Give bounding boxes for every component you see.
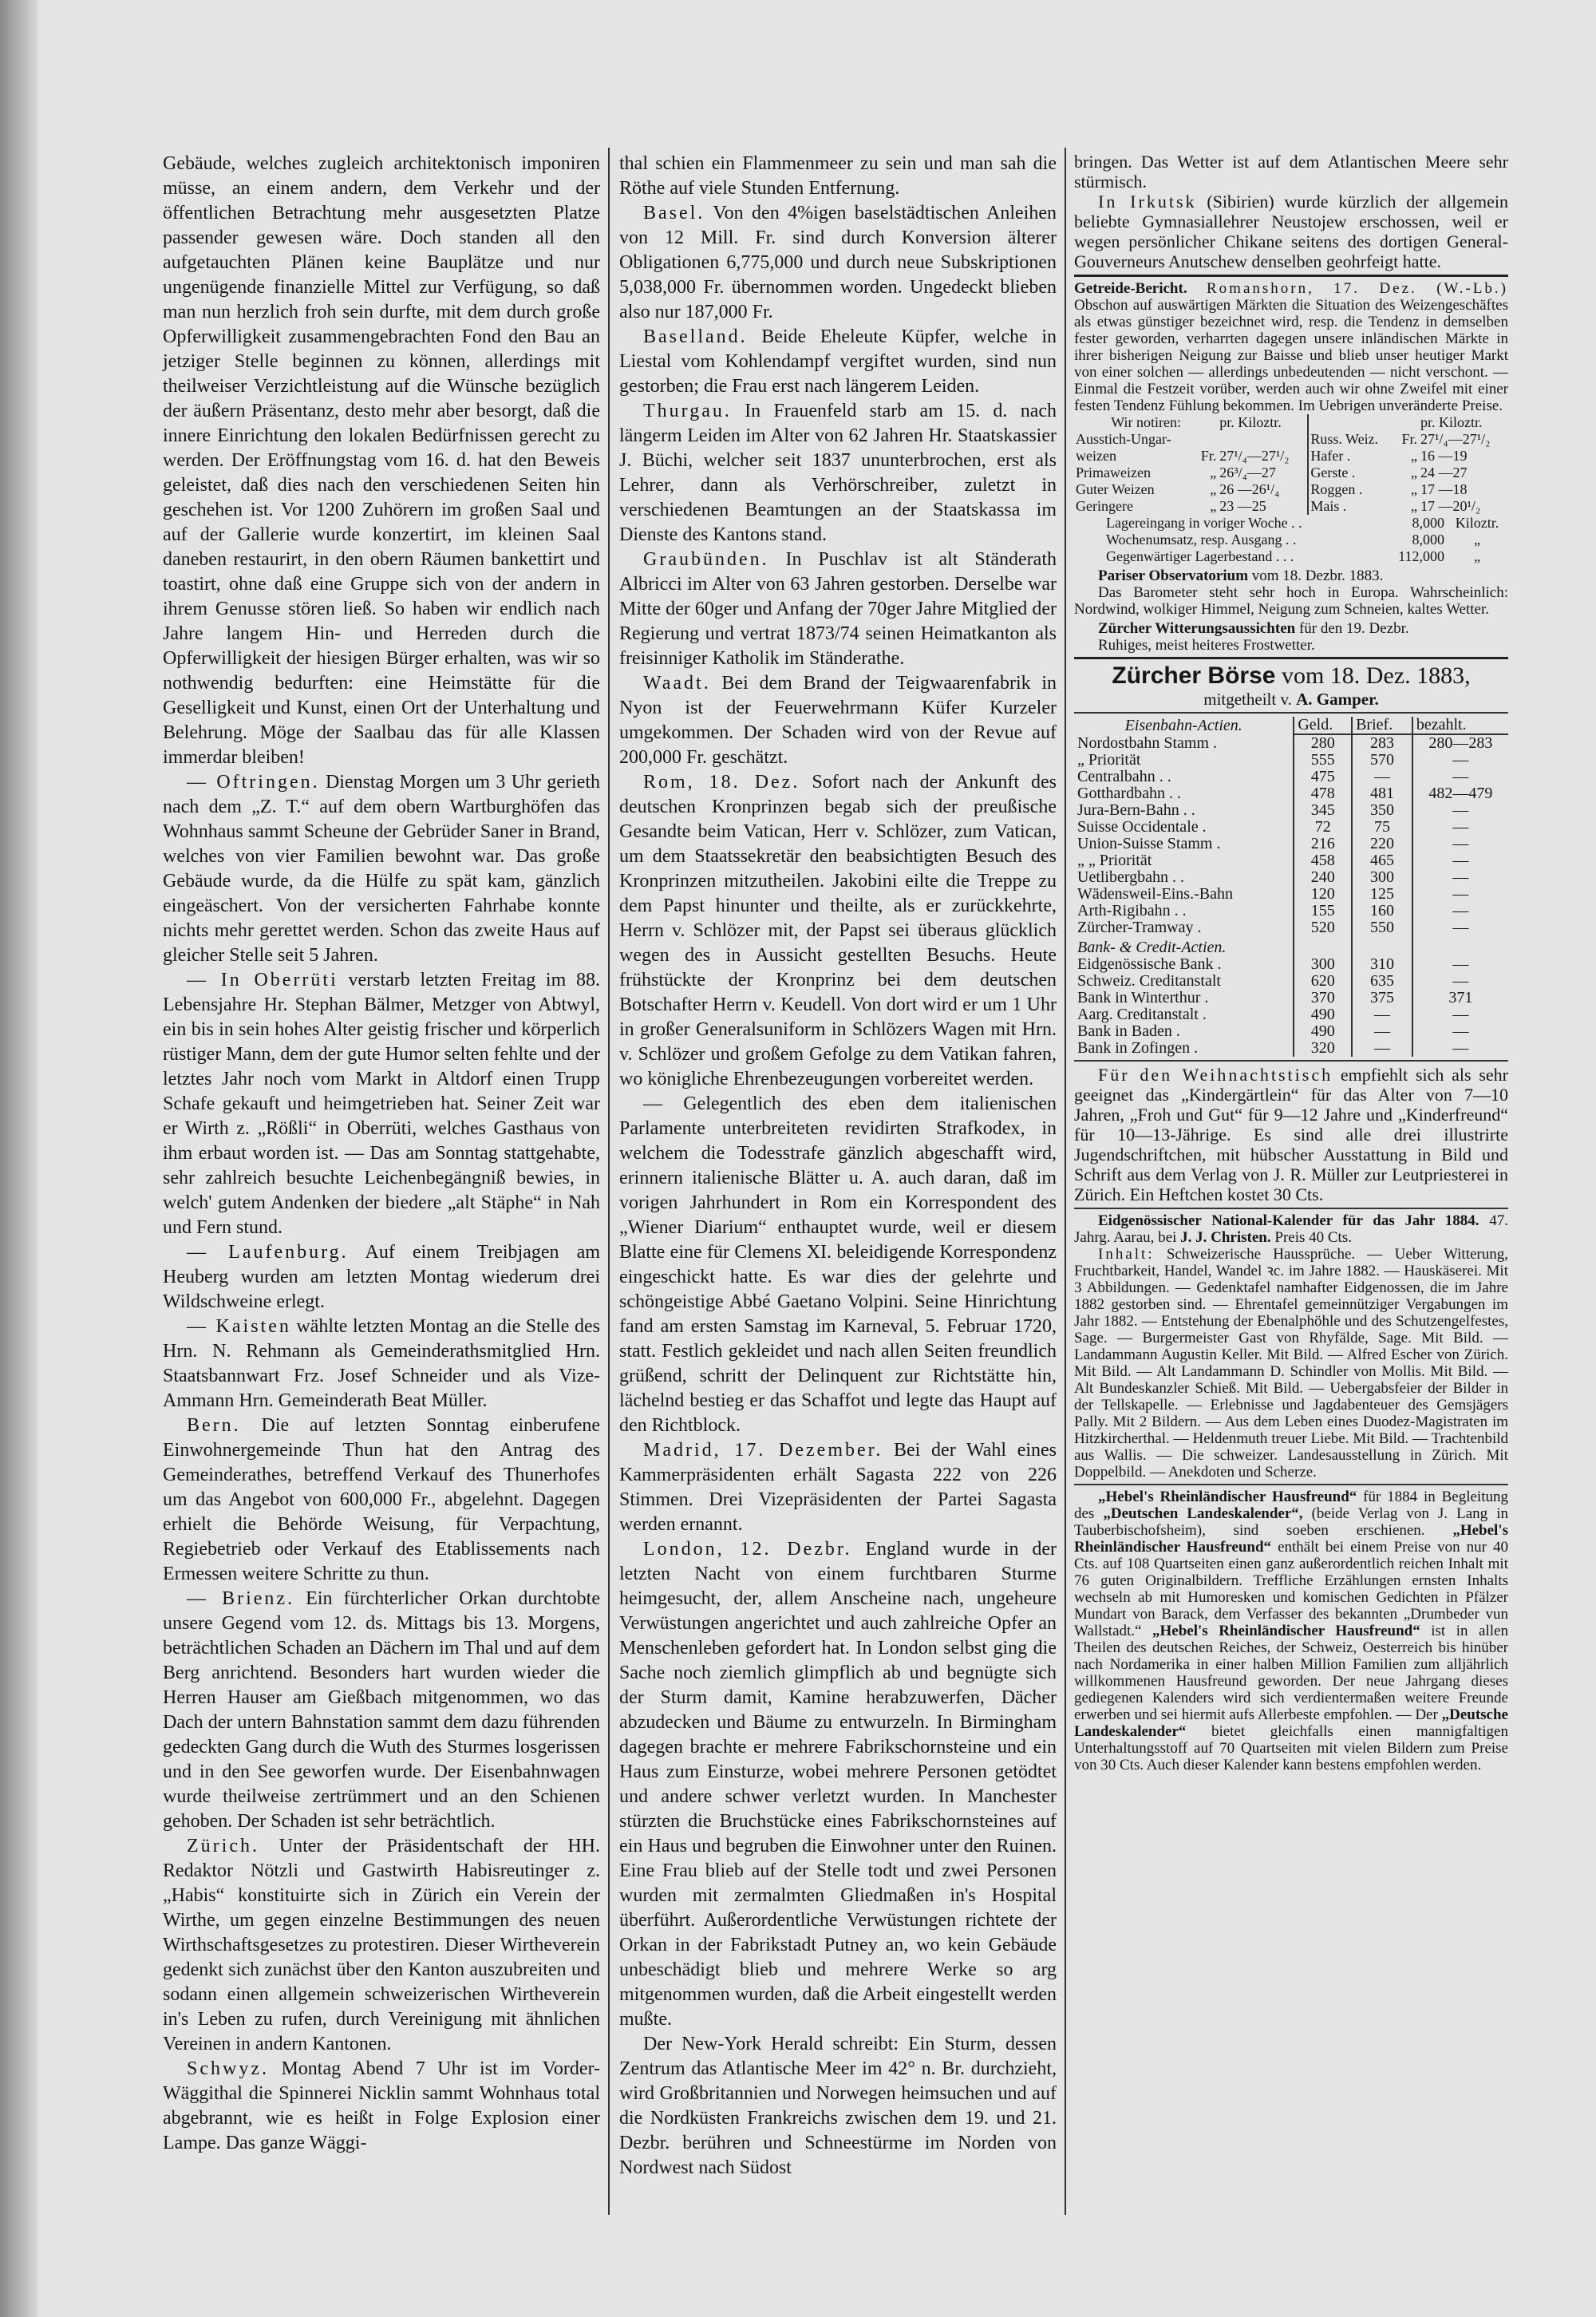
column-header: Eisenbahn-Actien.: [1124, 716, 1242, 734]
boerse-cell: 490: [1294, 1023, 1352, 1040]
boerse-cell: —: [1352, 1023, 1412, 1040]
text-run: Pariser Observatorium: [1098, 567, 1249, 584]
column-2: [619, 152, 1057, 2181]
boerse-cell: 620: [1294, 973, 1352, 990]
grain-row: [1074, 481, 1508, 498]
grain-cell: Fr.: [1200, 448, 1217, 464]
boerse-cell: 240: [1294, 869, 1352, 886]
boerse-cell: —: [1412, 973, 1508, 990]
grain-cell: „: [1411, 448, 1418, 464]
text-run: „Hebel's Rheinländischer Hausfreund“: [1098, 1489, 1357, 1505]
article-text: Auf einem Treibjagen am Heuberg wurden am letzten Montag wiederum drei Wildschweine erlegt.: [163, 1242, 600, 1312]
boerse-cell: 283: [1352, 734, 1412, 752]
divider: [1074, 275, 1508, 277]
grain-cell: weizen: [1076, 448, 1116, 464]
article-text: Bei dem Brand der Teigwaarenfabrik in Nyon ist der Feuerwehrmann Küfer Kurzeler umgekommen. Der Schaden wird von der Revue auf 200,000 Fr. geschätzt.: [619, 673, 1057, 768]
boerse-cell: 160: [1352, 903, 1412, 919]
article-text: Gebäude, welches zugleich architektonisch imponiren müsse, an einem andern, dem Verkehr und der öffentlichen Betrachtung mehr ausgesetzten Platze passender gewesen wäre. Doch standen all den aufgetauchten Plänen keine Bauplätze und nur ungenügende finanzielle Mittel zur Verfügung, so daß man nun herzlich froh sein durfte, mit dem durch große Opferwilligkeit zusammengebrachten Fond den Bau an jetziger Stelle beginnen zu können, allerdings mit theilweiser Verzichtleistung auf die Wünsche bezüglich der äußern Präsentanz, desto mehr aber besorgt, daß die innere Einrichtung den lokalen Bedürfnissen gerecht zu werden. Der Eröffnungstag vom 16. d. hat den Beweis geleistet, daß dies nach den verschiedenen Seiten hin geschehen ist. Vor 1200 Zuhörern im großen Saal und auf der Gallerie wurde konzertirt, im kleinen Saal daneben restaurirt, in den obern Räumen bankettirt und toastirt, ohne daß eine Gruppe sich von der andern in ihrem Genusse stören ließ. So haben wir endlich nach Jahre langem Hin- und Herreden durch die Opferwilligkeit der hiesigen Bürger erhalten, was wir so nothwendig bedurften: eine Heimstätte für die Geselligkeit und Kunst, einen Ort der Unterhaltung und Belehrung. Möge der Saalbau das für alle Klassen immerdar bleiben!: [163, 153, 600, 768]
article-paragraph: [163, 1315, 600, 1414]
article-dateline: Schwyz.: [187, 2058, 269, 2079]
article-text: England wurde in der letzten Nacht von einem furchtbaren Sturme heimgesucht, der, allem Anscheine nach, ungeheure Verwüstungen angerichtet und auch zahlreiche Opfer an Menschenleben gefordert hat. In London selbst ging die Sache noch ziemlich glimpflich ab und begnügte sich der Sturm damit, Kamine herabzuwerfen, Dächer abzudecken und Bäume zu entwurzeln. In Birmingham dagegen brachte er mehrere Fabrikschornsteine und ein Haus zum Einsturze, wobei mehrere Personen getödtet und andere schwer verletzt wurden. In Manchester stürzten die Bruchstücke eines Fabrikschornsteines auf ein Haus und begruben die Einwohner unter den Ruinen. Eine Frau blieb auf der Stelle todt und zwei Personen wurden mit zermalmten Gliedmaßen in's Hospital überführt. Außerordentliche Verwüstungen richtete der Orkan in der Fabrikstadt Putney an, wo kein Gebäude unbeschädigt blieb und mehrere Werke so arg mitgenommen wurden, daß die Arbeit eingestellt werden mußte.: [619, 1539, 1057, 2030]
text-run: Ruhiges, meist heiteres Frostwetter.: [1098, 637, 1315, 654]
irkutsk-article: [1074, 192, 1508, 271]
grain-cell: Hafer .: [1308, 448, 1396, 465]
stock-row: [1074, 532, 1508, 548]
boerse-cell: 280—283: [1412, 734, 1508, 752]
article-dateline: — Brienz.: [187, 1588, 295, 1609]
boerse-row: [1074, 1023, 1508, 1040]
text-run: (beide Verlag von J. Lang in Tauberbischofsheim), sind soeben erschienen.: [1074, 1505, 1508, 1539]
divider: [1074, 1060, 1508, 1062]
grain-stock-table: [1074, 515, 1508, 565]
boerse-cell: Schweiz. Creditanstalt: [1077, 972, 1221, 990]
weather-continuation: bringen. Das Wetter ist auf dem Atlantischen Meere sehr stürmisch.: [1074, 152, 1508, 192]
boerse-cell: 490: [1294, 1006, 1352, 1023]
boerse-section-row: [1074, 936, 1508, 956]
article-paragraph: [619, 671, 1057, 770]
boerse-cell: —: [1412, 836, 1508, 852]
text-run: Kiloztr.: [1455, 515, 1499, 531]
boerse-cell: Jura-Bern-Bahn . .: [1077, 801, 1195, 819]
grain-cell: Geringere: [1076, 498, 1133, 514]
text-run: 8,000: [1412, 532, 1444, 548]
boerse-cell: 310: [1352, 956, 1412, 973]
boerse-row: [1074, 919, 1508, 936]
article-paragraph: [619, 2032, 1057, 2181]
article-text: Dienstag Morgen um 3 Uhr gerieth nach dem „Z. T.“ auf dem obern Wartburghöfen das Wohnhaus sammt Scheune der Gebrüder Saner in Brand, welches von vier Familien bewohnt war. Das große Gebäude wurde, da die Hülfe zu spät kam, gänzlich eingeäschert. Von der versicherten Fahrhabe konnte nichts mehr gerettet werden. Schon das zweite Haus auf gleicher Stelle seit 5 Jahren.: [163, 772, 600, 966]
article-paragraph: [619, 399, 1057, 548]
paris-observatory: [1074, 567, 1508, 654]
boerse-table: [1074, 717, 1508, 1057]
text-run: Preis 40 Cts.: [1270, 1229, 1352, 1246]
article-paragraph: [163, 1587, 600, 1834]
christmas-notice: [1074, 1065, 1508, 1204]
grain-report: [1074, 280, 1508, 565]
boerse-row: [1074, 886, 1508, 903]
text-run: (Sibirien) wurde kürzlich der allgemein beliebte Gymnasiallehrer Neustojew erschossen, weil er wegen persönlicher Chikane seitens des dortigen General-Gouverneurs Anutschew denselben geohrfeigt hatte.: [1074, 192, 1508, 271]
boerse-cell: Zürcher-Tramway .: [1077, 919, 1202, 936]
boerse-cell: Gotthardbahn . .: [1077, 785, 1181, 802]
column-header: Geld.: [1294, 717, 1352, 734]
column-header: Brief.: [1352, 717, 1412, 734]
boerse-cell: 320: [1294, 1040, 1352, 1057]
boerse-cell: —: [1412, 1006, 1508, 1023]
boerse-cell: —: [1412, 869, 1508, 886]
article-dateline: — Laufenburg.: [187, 1242, 349, 1263]
stock-row: [1074, 548, 1508, 565]
article-text: thal schien ein Flammenmeer zu sein und man sah die Röthe auf viele Stunden Entfernung.: [619, 153, 1057, 199]
boerse-row: [1074, 1006, 1508, 1023]
grain-cell: „: [1210, 498, 1217, 514]
grain-cell: Gerste .: [1308, 465, 1396, 481]
article-paragraph: [163, 1834, 600, 2057]
stock-row: [1074, 515, 1508, 532]
article-text: — Gelegentlich des eben dem italienischen Parlamente unterbreiteten revidirten Strafkodex, in welchem die Todesstrafe gänzlich abgeschafft wird, erinnern italienische Blätter u. A. auch daran, daß im vorigen Jahrhundert in Rom ein Korrespondent des „Wiener Diarium“ enthauptet wurde, weil er diesem Blatte eine für Clemens XI. beleidigende Korrespondenz eingeschickt hatte. Es war dies der gelehrte und schöngeistige Abbé Gaetano Volpini. Seine Hinrichtung fand am ersten Samstag im Karneval, 5. Februar 1720, statt. Festlich gekleidet und nach allen Seiten freundlich grüßend, schritt der Delinquent zur Richtstätte hin, lächelnd bestieg er das Schaffot und legte das Haupt auf den Richtblock.: [619, 1093, 1057, 1436]
boerse-row: [1074, 990, 1508, 1006]
text-run: Obschon auf auswärtigen Märkten die Situation des Weizengeschäftes als etwas günstiger bezeichnet wird, resp. die Tendenz in demselben fester geworden, verharrten dagegen unsere inländischen Märkte in ihrer bisherigen Neigung zur Baisse und blieb unser heutiger Markt von einer solchen — allerdings unbedeutenden — nicht verschont. — Einmal die Festzeit vorüber, werden auch wir ohne Zweifel mit einer festen Tendenz Fühlung bekommen. Im Uebrigen unveränderte Preise.: [1074, 297, 1508, 414]
grain-cell: 17 —18: [1420, 481, 1468, 497]
boerse-cell: —: [1412, 852, 1508, 869]
grain-cell: „: [1411, 465, 1418, 480]
grain-price-table: [1074, 414, 1508, 515]
text-run: „: [1473, 548, 1480, 564]
article-dateline: Baselland.: [643, 326, 748, 347]
boerse-cell: 458: [1294, 852, 1352, 869]
boerse-cell: 570: [1352, 752, 1412, 769]
text-run: enthält bei einem Preise von nur 40 Cts. auf 108 Quartseiten einen ganz außerordentlich reichen Inhalt mit 76 guten Originalbildern. Treffliche Erzählungen ernsten Inhalts wechseln ab mit Humoresken und komischen Gedichten in Pfälzer Mundart von Barack, dem Verfasser des bekannten „Drumbeder vun Wallstadt.“: [1074, 1539, 1508, 1639]
boerse-header-row: [1074, 717, 1508, 734]
boerse-cell: 350: [1352, 802, 1412, 819]
boerse-row: [1074, 1040, 1508, 1057]
article-text: Montag Abend 7 Uhr ist im Vorder-Wäggithal die Spinnerei Nicklin sammt Wohnhaus total abgebrannt, wie es heißt in Folge Explosion einer Lampe. Das ganze Wäggi-: [163, 2058, 600, 2153]
boerse-cell: Centralbahn . .: [1077, 768, 1171, 785]
article-text: verstarb letzten Freitag im 88. Lebensjahre Hr. Stephan Bälmer, Metzger von Abtwyl, ein bis in sein hohes Alter geistig frischer und körperlich rüstiger Mann, dem der gute Humor selten fehlte und der letztes Jahr noch vom Markt in Altdorf einen Trupp Schafe gekauft und heimgetrieben hat. Seiner Zeit war er Wirth z. „Rößli“ in Oberrüti, welches Gasthaus von ihm erbaut worden ist. — Das am Sonntag stattgehabte, sehr zahlreich besuchte Leichenbegängniß bewies, in welch' gutem Andenken der biedere „alt Stäphe“ in Nah und Fern stund.: [163, 970, 601, 1238]
boerse-cell: 72: [1294, 819, 1352, 836]
article-paragraph: [619, 325, 1057, 399]
text-run: Für den Weihnachtstisch: [1098, 1065, 1333, 1085]
grain-cell: 27¹/₄—27¹/₂: [1420, 431, 1491, 447]
text-run: Zürcher Witterungsaussichten: [1098, 620, 1296, 637]
text-run: für 1884 in Begleitung des: [1074, 1489, 1508, 1522]
boerse-cell: Bank in Baden .: [1077, 1022, 1180, 1040]
boerse-cell: 465: [1352, 852, 1412, 869]
article-text: Unter der Präsidentschaft der HH. Redaktor Nötzli und Gastwirth Habisreutinger z. „Habis“ konstituirte sich in Zürich ein Verein der Wirthe, um gegen einzelne Bestimmungen des neuen Wirthschaftsgesetzes zu protestiren. Dieser Wirtheverein gedenkt sich zunächst über den Kanton auszubreiten und sodann einen allgemein schweizerischen Wirtheverein in's Leben zu rufen, durch Vereinigung mit ähnlichen Vereinen in andern Kantonen.: [163, 1836, 600, 2054]
article-text: In Frauenfeld starb am 15. d. nach längerm Leiden im Alter von 62 Jahren Hr. Staatskassier J. Büchi, welcher seit 1837 ununterbrochen, erst als Lehrer, dann als Verhörschreiber, zuletzt in verschiedenen Beamtungen an der Staatskassa im Dienste des Kantons stand.: [619, 401, 1057, 545]
article-dateline: — Kaisten: [187, 1316, 291, 1337]
text-run: Zürcher Börse: [1112, 662, 1276, 689]
article-text: wählte letzten Montag an die Stelle des Hrn. N. Rehmann als Gemeinderathsmitglied Hrn. Staatsbannwart Frz. Josef Schneider und als Vize-Ammann Hrn. Gemeinderath Beat Müller.: [163, 1316, 600, 1411]
article-text: Ein fürchterlicher Orkan durchtobte unsere Gegend vom 12. ds. Mittags bis 13. Morgens, beträchtlichen Schaden an Dächern im Thal und auf dem Berg anrichtend. Besonders hart wurden wieder die Herren Hauser am Gießbach mitgenommen, wo das Dach der untern Bahnstation sammt dem dazu führenden gedeckten Gang durch die Wuth des Sturmes losgerissen und in den See geworfen wurde. Der Eisenbahnwagen wurde theilweise zertrümmert und an den Schienen gehoben. Der Schaden ist sehr beträchtlich.: [163, 1588, 600, 1832]
boerse-cell: —: [1352, 1040, 1412, 1057]
article-dateline: Bern.: [187, 1415, 241, 1436]
text-run: Romanshorn, 17. Dez. (W.-Lb.): [1187, 280, 1508, 297]
grain-cell: 26 —26¹/₄: [1219, 481, 1280, 497]
grain-cell: Guter Weizen: [1076, 481, 1155, 497]
boerse-row: [1074, 852, 1508, 869]
grain-cell: Ausstich-Ungar-: [1076, 431, 1171, 447]
text-run: ist in allen Theilen des deutschen Reiches, der Schweiz, Oesterreich bis hinüber nach Nordamerika in einer halben Million Familien zum alljährlich willkommenen Hausfreund geworden. Der neue Jahrgang dieses gediegenen Kalenders wird sich verdientermaßen weitere Freunde erwerben und sei hiermit aufs Allerbeste empfohlen. — Der: [1074, 1623, 1508, 1723]
boerse-row: [1074, 869, 1508, 886]
text-run: Wir notiren:: [1111, 414, 1181, 430]
text-run: J. J. Christen.: [1180, 1229, 1271, 1246]
boerse-cell: Nordostbahn Stamm .: [1077, 733, 1217, 752]
article-paragraph: [619, 1092, 1057, 1438]
article-dateline: Rom, 18. Dez.: [643, 772, 800, 793]
boerse-cell: 75: [1352, 819, 1412, 836]
boerse-cell: —: [1412, 752, 1508, 769]
boerse-cell: 635: [1352, 973, 1412, 990]
article-paragraph: [163, 1240, 600, 1315]
article-paragraph: [619, 548, 1057, 671]
column-header: bezahlt.: [1412, 717, 1508, 734]
grain-cell: 26³/₄—27: [1219, 465, 1276, 480]
boerse-cell: —: [1412, 886, 1508, 903]
boerse-cell: Bank in Winterthur .: [1077, 989, 1209, 1006]
column-3: [1074, 152, 1508, 1773]
text-run: „Hebel's Rheinländischer Hausfreund“: [1152, 1623, 1420, 1639]
grain-cell: Russ. Weiz.: [1308, 431, 1396, 448]
text-run: „Deutschen Landeskalender“,: [1103, 1505, 1303, 1522]
text-run: „: [1473, 532, 1480, 548]
text-run: Bank- & Credit-Actien.: [1077, 939, 1227, 956]
boerse-row: [1074, 752, 1508, 769]
boerse-cell: —: [1352, 769, 1412, 785]
boerse-cell: 555: [1294, 752, 1352, 769]
boerse-cell: 155: [1294, 903, 1352, 919]
text-run: Gegenwärtiger Lagerbestand . . .: [1106, 548, 1294, 564]
grain-cell: [1195, 431, 1218, 448]
grain-cell: [1218, 431, 1308, 448]
boerse-cell: 550: [1352, 919, 1412, 936]
article-paragraph: [163, 152, 600, 770]
boerse-cell: Bank in Zofingen .: [1077, 1039, 1199, 1057]
article-dateline: Graubünden.: [643, 549, 769, 570]
grain-cell: 27¹/₄—27¹/₂: [1219, 448, 1290, 464]
text-run: Lagereingang in voriger Woche . .: [1106, 515, 1302, 531]
boerse-cell: 481: [1352, 785, 1412, 802]
boerse-cell: —: [1412, 802, 1508, 819]
text-run: A. Gamper.: [1296, 690, 1379, 709]
boerse-row: [1074, 734, 1508, 752]
grain-cell: „: [1411, 481, 1418, 497]
page-edge-shadow: [0, 0, 38, 2317]
article-dateline: Madrid, 17. Dezember.: [643, 1440, 883, 1461]
text-run: empfiehlt sich als sehr geeignet das „Kindergärtlein“ für das Alter von 7—10 Jahren, „Froh und Gut“ für 9—12 Jahre und „Kinderfreund“ für 10—13-Jährige. Es sind alle drei illustrirte Jugendschriftchen, mit hübscher Ausstattung in Bild und Schrift aus dem Verlag von J. R. Müller zur Leutpriesterei in Zürich. Ein Heftchen kostet 30 Cts.: [1074, 1065, 1508, 1204]
text-run: mitgetheilt v.: [1203, 690, 1297, 709]
boerse-cell: 220: [1352, 836, 1412, 852]
grain-cell: 23 —25: [1219, 498, 1266, 514]
grain-row: [1074, 465, 1508, 481]
text-run: bietet gleichfalls einen mannigfaltigen Unterhaltungsstoff auf 70 Quartseiten mit vielen Bildern zum Preise von 30 Cts. Auch dieser Kalender kann bestens empfohlen werden.: [1074, 1723, 1508, 1773]
text-run: Eidgenössischer National-Kalender für das Jahr 1884.: [1098, 1212, 1479, 1229]
article-dateline: Zürich.: [187, 1836, 259, 1856]
text-run: 47. Jahrg. Aarau, bei: [1074, 1212, 1508, 1246]
article-text: Bei der Wahl eines Kammerpräsidenten erhält Sagasta 222 von 226 Stimmen. Drei Vizepräsidenten der Partei Sagasta werden ernannt.: [619, 1440, 1057, 1535]
article-paragraph: [619, 1537, 1057, 2032]
boerse-cell: „ „ Priorität: [1077, 852, 1152, 869]
divider: [1074, 657, 1508, 659]
article-dateline: Thurgau.: [643, 401, 732, 421]
boerse-cell: 475: [1294, 769, 1352, 785]
text-run: In Irkutsk: [1098, 192, 1197, 212]
text-run: pr. Kiloztr.: [1420, 414, 1483, 430]
boerse-cell: —: [1412, 903, 1508, 919]
grain-cell: 16 —19: [1420, 448, 1468, 464]
text-run: pr. Kiloztr.: [1219, 414, 1282, 430]
boerse-cell: —: [1352, 1006, 1412, 1023]
boerse-cell: Arth-Rigibahn . .: [1077, 902, 1187, 919]
boerse-cell: 280: [1294, 734, 1352, 752]
grain-row: [1074, 498, 1508, 515]
boerse-cell: Suisse Occidentale .: [1077, 818, 1207, 836]
article-paragraph: [163, 770, 600, 968]
boerse-cell: 345: [1294, 802, 1352, 819]
text-run: Wochenumsatz, resp. Ausgang . .: [1106, 532, 1297, 548]
boerse-cell: 216: [1294, 836, 1352, 852]
article-paragraph: [163, 968, 600, 1240]
boerse-cell: 375: [1352, 990, 1412, 1006]
boerse-cell: 520: [1294, 919, 1352, 936]
grain-cell: „: [1210, 481, 1217, 497]
boerse-cell: 370: [1294, 990, 1352, 1006]
grain-cell: 24 —27: [1420, 465, 1468, 480]
article-dateline: London, 12. Dezbr.: [643, 1539, 852, 1560]
text-run: 8,000: [1412, 515, 1444, 531]
article-text: Die auf letzten Sonntag einberufene Einwohnergemeinde Thun hat den Antrag des Gemeinderathes, betreffend Verkauf des Thunerhofes um das Angebot von 600,000 Fr., abgelehnt. Dagegen erhielt die Behörde Weisung, für Verpachtung, Regiebetrieb oder Verkauf des Etablissements nach Ermessen weitere Schritte zu thun.: [163, 1415, 600, 1584]
boerse-cell: 120: [1294, 886, 1352, 903]
grain-row: [1074, 431, 1508, 448]
national-kalender: [1074, 1212, 1508, 1481]
article-paragraph: [619, 201, 1057, 325]
text-run: für den 19. Dezbr.: [1295, 620, 1409, 637]
boerse-cell: 482—479: [1412, 785, 1508, 802]
boerse-row: [1074, 956, 1508, 973]
grain-cell: „: [1210, 465, 1217, 480]
text-run: vom 18. Dezbr. 1883.: [1248, 567, 1384, 584]
boerse-cell: —: [1412, 819, 1508, 836]
text-run: Getreide-Bericht.: [1074, 280, 1187, 297]
boerse-cell: 371: [1412, 990, 1508, 1006]
column-1: [163, 152, 600, 2156]
boerse-cell: —: [1412, 769, 1508, 785]
boerse-cell: —: [1412, 1040, 1508, 1057]
boerse-cell: „ Priorität: [1077, 751, 1141, 769]
hebel-hausfreund: [1074, 1489, 1508, 1773]
text-run: 112,000: [1398, 548, 1444, 564]
boerse-cell: —: [1412, 956, 1508, 973]
article-text: In Puschlav ist alt Ständerath Albricci im Alter von 63 Jahren gestorben. Derselbe war Mitte der 60ger und Anfang der 70ger Jahre Mitglied der Regierung und vertrat 1873/74 seinen Heimatkanton als freisinniger Katholik im Ständerathe.: [619, 549, 1057, 669]
text-run: Schweizerische Haussprüche. — Ueber Witterung, Fruchtbarkeit, Handel, Wandel ꝛc. im Jahre 1882. — Hauskäserei. Mit 3 Abbildungen. — Gedenktafel namhafter Eidgenossen, die im Jahre 1882 gestorben sind. — Ehrentafel gemeinnütziger Vergabungen im Jahr 1882. — Entstehung der Ebenalphöhle und des Schutzengelfestes, Sage. — Burgermeister Gast von Rhyfälde, Sage. Mit Bild. — Landammann Augustin Keller. Mit Bild. — Alfred Escher von Zürich. Mit Bild. — Alt Landammann D. Schindler von Mollis. Mit Bild. — Alt Bundeskanzler Schieß. Mit Bild. — Uebergabsfeier der Bilder in der Tellskapelle. — Erlebnisse und Jagdabenteuer des Gemsjägers Pally. Mit 2 Bildern. — Aus dem Leben eines Duodez-Magistraten im Hitzkircherthal. — Heldenmuth treuer Liebe. Mit Bild. — Trachtenbild aus Wallis. — Die schweizer. Landesausstellung in Zürich. Mit Doppelbild. — Anekdoten und Scherze.: [1074, 1246, 1508, 1481]
text-run: Inhalt:: [1098, 1246, 1155, 1263]
text-run: vom 18. Dez. 1883,: [1275, 662, 1471, 689]
column-rule: [1065, 148, 1066, 2215]
boerse-cell: Eidgenössische Bank .: [1077, 955, 1222, 973]
boerse-row: [1074, 836, 1508, 852]
boerse-row: [1074, 819, 1508, 836]
article-paragraph: [163, 2057, 600, 2156]
boerse-cell: Union-Suisse Stamm .: [1077, 835, 1221, 852]
boerse-cell: Uetlibergbahn . .: [1077, 868, 1185, 886]
grain-cell: Fr.: [1401, 431, 1418, 447]
divider: [1074, 1208, 1508, 1209]
text-run: „Deutsche Landeskalender“: [1074, 1706, 1508, 1740]
boerse-row: [1074, 903, 1508, 919]
boerse-cell: 300: [1294, 956, 1352, 973]
grain-row: [1074, 448, 1508, 465]
article-paragraph: [163, 1414, 600, 1587]
boerse-cell: 478: [1294, 785, 1352, 802]
boerse-cell: —: [1412, 919, 1508, 936]
article-dateline: Waadt.: [643, 673, 711, 694]
article-text: Der New-York Herald schreibt: Ein Sturm, dessen Zentrum das Atlantische Meer im 42° n. Br. durchzieht, wird Großbritannien und Norwegen heimsuchen und auf die Nordküsten Frankreichs zwischen dem 19. und 21. Dezbr. berühren und Schneestürme im Norden von Nordwest nach Südost: [619, 2034, 1057, 2178]
article-text: Von den 4%igen baselstädtischen Anleihen von 12 Mill. Fr. sind durch Konversion älterer Obligationen 6,775,000 und durch neue Subskriptionen 5,038,000 Fr. übernommen worden. Ungedeckt blieben also nur 187,000 Fr.: [619, 203, 1057, 322]
divider: [1074, 1484, 1508, 1485]
article-text: Sofort nach der Ankunft des deutschen Kronprinzen begab sich der preußische Gesandte beim Vatican, Herr v. Schlözer, zum Vatican, um dem Staatssekretär den beabsichtigten Besuch des Kronprinzen mitzutheilen. Jakobini eilte die Treppe zu dem Papst hinunter und theilte, als er zurückkehrte, Herrn v. Schlözer mit, der Papst sei überaus glücklich wegen des in Aussicht gestellten Besuchs. Heute frühstückte der Kronprinz bei dem deutschen Botschafter Herrn v. Keudell. Von dort wird er um 1 Uhr in großer Generalsuniform in Schlözers Wagen mit Hrn. v. Schlözer und großem Gefolge zu dem Vatikan fahren, wo königliche Ehrenbezeugungen vorbereitet werden.: [619, 772, 1057, 1089]
grain-cell: Primaweizen: [1076, 465, 1151, 480]
grain-cell: „: [1411, 498, 1418, 514]
grain-cell: Roggen .: [1308, 481, 1396, 498]
grain-cell: Mais .: [1308, 498, 1396, 515]
zurich-boerse: [1074, 662, 1508, 1057]
boerse-row: [1074, 769, 1508, 785]
boerse-cell: 125: [1352, 886, 1412, 903]
text-run: Das Barometer steht sehr hoch in Europa. Wahrscheinlich: Nordwind, wolkiger Himmel, Neigung zum Schneien, kaltes Wetter.: [1074, 584, 1508, 618]
boerse-row: [1074, 973, 1508, 990]
article-paragraph: [619, 152, 1057, 201]
boerse-row: [1074, 785, 1508, 802]
boerse-row: [1074, 802, 1508, 819]
boerse-cell: Aarg. Creditanstalt .: [1077, 1006, 1207, 1023]
article-dateline: — In Oberrüti: [187, 970, 338, 990]
boerse-cell: —: [1412, 1023, 1508, 1040]
column-rule: [608, 148, 610, 2215]
boerse-cell: Wädensweil-Eins.-Bahn: [1077, 885, 1233, 903]
grain-cell: 17 —20¹/₂: [1420, 498, 1481, 514]
article-dateline: Basel.: [643, 203, 705, 223]
article-paragraph: [619, 770, 1057, 1092]
text-run: „Hebel's Rheinländischer Hausfreund“: [1074, 1522, 1508, 1556]
article-dateline: — Oftringen.: [187, 772, 320, 793]
article-paragraph: [619, 1438, 1057, 1537]
boerse-cell: 300: [1352, 869, 1412, 886]
article-text: Beide Eheleute Küpfer, welche in Liestal vom Kohlendampf vergiftet wurden, sind nun gestorben; die Frau erst nach längerem Leiden.: [619, 326, 1057, 397]
